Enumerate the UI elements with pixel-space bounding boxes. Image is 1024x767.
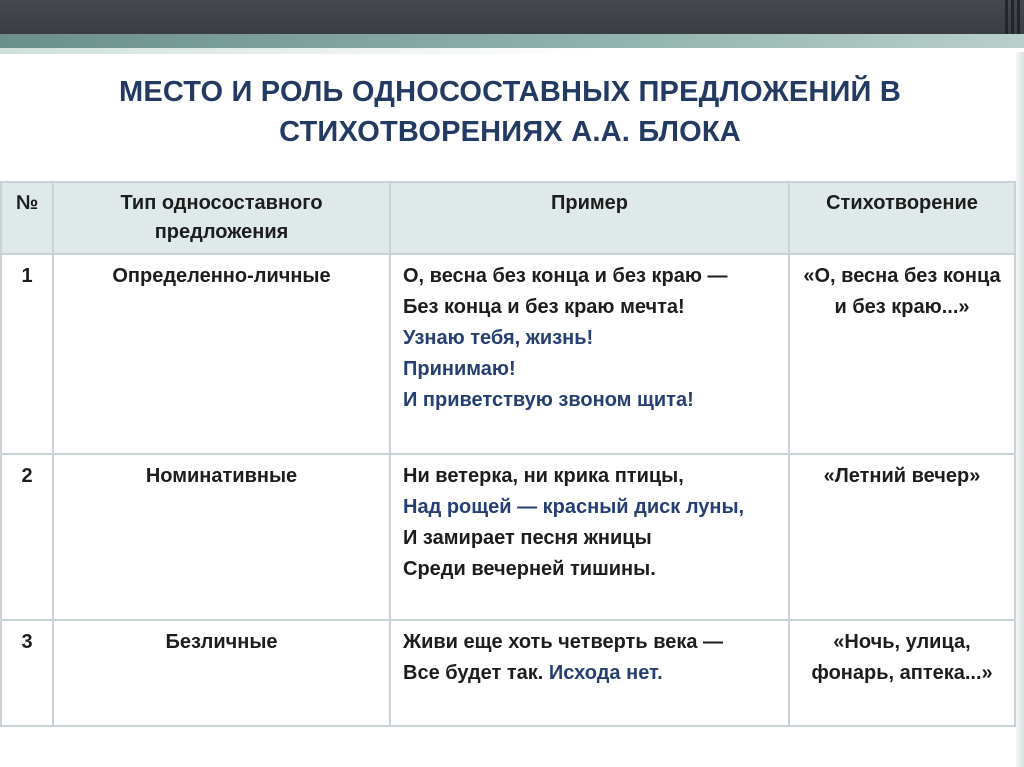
right-edge-rule (1016, 52, 1024, 767)
row-type: Безличные (53, 620, 390, 726)
example-line: Принимаю! (403, 358, 516, 380)
table-row (1, 454, 1015, 620)
table-row (1, 254, 1015, 454)
example-line: О, весна без конца и без краю — (403, 265, 728, 287)
row-poem: «Летний вечер» (789, 454, 1015, 620)
example-line: И замирает песня жницы (403, 527, 652, 549)
top-bar-stripes (994, 0, 1024, 34)
example-fragment-highlight: Исхода нет. (548, 662, 663, 684)
header-poem: Стихотворение (789, 182, 1015, 254)
row-example (390, 620, 789, 726)
row-example (390, 454, 789, 620)
example-line: Живи еще хоть четверть века — (403, 631, 724, 653)
example-line: Ни ветерка, ни крика птицы, (403, 465, 684, 487)
row-type: Номинативные (53, 454, 390, 620)
header-example: Пример (390, 182, 789, 254)
table-header-row (1, 182, 1015, 254)
row-poem: «Ночь, улица, фонарь, аптека...» (789, 620, 1015, 726)
row-poem: «О, весна без конца и без краю...» (789, 254, 1015, 454)
row-number: 2 (1, 454, 53, 620)
row-number: 3 (1, 620, 53, 726)
accent-band-fade (0, 48, 600, 54)
slide-title: МЕСТО И РОЛЬ ОДНОСОСТАВНЫХ ПРЕДЛОЖЕНИЙ В СТИХОТВОРЕНИЯХ А.А. БЛОКА (118, 76, 901, 148)
header-number: № (1, 182, 53, 254)
row-number: 1 (1, 254, 53, 454)
example-line: Узнаю тебя, жизнь! (403, 327, 594, 349)
sentences-table (0, 181, 1016, 727)
example-line: Без конца и без краю мечта! (403, 296, 685, 318)
table-row (1, 620, 1015, 726)
header-type: Тип односоставного предложения (53, 182, 390, 254)
example-line: Над рощей — красный диск луны, (403, 496, 745, 518)
top-dark-bar (0, 0, 1024, 34)
example-line: Среди вечерней тишины. (403, 558, 656, 580)
row-type: Определенно-личные (53, 254, 390, 454)
example-fragment: Все будет так. (403, 662, 549, 684)
example-line: И приветствую звоном щита! (403, 389, 694, 411)
row-example (390, 254, 789, 454)
accent-band (0, 34, 1024, 48)
example-line (403, 658, 776, 689)
